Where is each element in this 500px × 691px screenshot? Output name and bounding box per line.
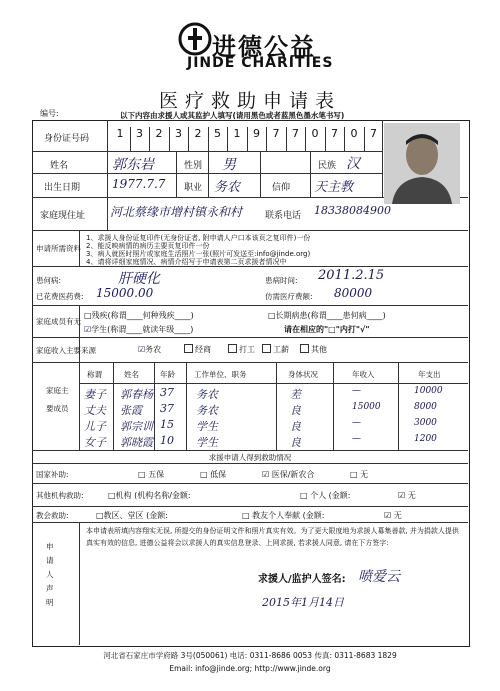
member-cell: 务农: [196, 388, 218, 401]
member-cell: 儿子: [84, 420, 106, 433]
occupation-value: 务农: [214, 180, 241, 195]
signature-label: 求援人/监护人签名:: [258, 574, 346, 585]
member-cell: 1200: [414, 434, 437, 444]
church-aid-none[interactable]: ☑ 无: [384, 511, 402, 520]
name-label: 姓名: [50, 161, 69, 171]
id-digit: 3: [175, 127, 182, 140]
estimate-label: 仿需医疗费额:: [265, 292, 313, 301]
col-header-expense: 年支出: [418, 370, 441, 379]
signature-value: 喷爱云: [358, 569, 400, 585]
student-option[interactable]: [84, 324, 193, 335]
income-option-label: 其他: [311, 345, 327, 354]
member-cell: 学生: [196, 420, 218, 433]
income-option-other[interactable]: [300, 344, 327, 355]
member-cell: 郭春杨: [120, 388, 153, 401]
logo-icon: [178, 22, 212, 56]
id-digit: 0: [350, 127, 358, 140]
member-cell: 差: [290, 388, 301, 401]
id-digit: 2: [155, 127, 163, 140]
org-aid-option[interactable]: □机构 (机构名称/金额:: [108, 491, 191, 500]
state-aid-label: 国家补助:: [36, 470, 69, 479]
income-option-farming[interactable]: [138, 344, 161, 355]
spent-value: 15000.00: [96, 286, 154, 300]
student-option-text: 学生(称谓____就读年级____): [91, 325, 194, 334]
longterm-illness-option[interactable]: □长期病患(称谓____患何病____): [268, 311, 386, 320]
gender-value: 男: [222, 157, 236, 173]
faith-label: 信仰: [272, 183, 291, 193]
org-aid-label: 其他机构救助:: [36, 491, 84, 500]
disease-label: 患何病:: [36, 276, 62, 285]
disease-value: 肝硬化: [118, 271, 160, 287]
illness-date-label: 患病时间:: [265, 276, 298, 285]
member-cell: 3000: [414, 418, 437, 428]
income-option-labor[interactable]: [228, 344, 255, 355]
church-aid-label: 教会救助:: [36, 511, 69, 520]
address-value: 河北蔡缘市增村镇永和村: [110, 205, 243, 219]
page-title: 医疗救助申请表: [158, 90, 341, 112]
state-aid-dibao[interactable]: □ 低保: [200, 470, 227, 479]
disabled-option[interactable]: □残疾(称谓____何种残疾____): [84, 311, 194, 320]
member-cell: 丈夫: [84, 404, 106, 417]
id-digit: 1: [233, 127, 241, 140]
ethnicity-value: 汉: [346, 156, 360, 172]
member-cell: 女子: [84, 436, 106, 449]
col-header-income: 年收入: [352, 370, 375, 379]
birth-value: 1977.7.7: [112, 177, 166, 191]
id-digit: 7: [292, 127, 299, 140]
footer-address: 河北省石家庄市学府路 3号(050061) 电话: 0311-8686 0053 传真: 0311-8683 1829: [103, 651, 397, 660]
declaration-date: 2015年1月14日: [262, 596, 344, 609]
col-header-health: 身体状况: [288, 370, 318, 379]
income-source-label: 家庭收入主要来源: [36, 346, 96, 355]
id-digit: 7: [272, 127, 280, 140]
doc-item-3: 3、病人就医时照片或家庭生活照片一张(照片可发送至:info@jinde.org): [86, 250, 311, 258]
members-label: 家庭主要成员: [46, 386, 69, 413]
faith-value: 天主教: [314, 180, 354, 195]
state-aid-wubao[interactable]: □ 五保: [138, 470, 165, 479]
address-label: 家庭现住址: [40, 211, 86, 221]
id-digit: 7: [331, 127, 338, 140]
doc-item-1: 1、求援人身份证复印件(无身份证者, 附申请人户口本该页之复印件)一份: [86, 234, 311, 242]
member-cell: 良: [290, 420, 301, 433]
brand-name-en: JINDE CHARITIES: [187, 55, 334, 71]
estimate-value: 80000: [334, 286, 373, 300]
phone-label: 联系电话: [265, 211, 302, 221]
member-cell: 良: [290, 404, 301, 417]
income-option-business[interactable]: [184, 344, 211, 355]
declaration-text: 本申请表所填内容翔实无误, 所提交的身份证明文件和照片真实有效。为了更大限度地为求援人募集善款, 并为捐款人提供真实有效的信息, 进德公益将会以求援人的真实信息登录、上网求援, 若求援人同意, 请在下方签字:: [86, 527, 459, 547]
member-cell: —: [352, 434, 361, 444]
member-cell: 张霞: [120, 404, 142, 417]
person-aid-option[interactable]: □ 个人 (金额:: [300, 491, 351, 500]
applicant-photo: [384, 123, 460, 204]
required-docs-label: 申请所需资料: [36, 244, 81, 253]
member-cell: 10000: [414, 386, 443, 396]
aid-heading: 求援申请人得到救助情况: [208, 453, 292, 462]
family-status-note: 请在相应的"□"内打"√": [284, 325, 370, 334]
member-cell: 郭晓霞: [120, 436, 153, 449]
income-option-label: 务农: [145, 345, 162, 354]
id-digit: 3: [136, 127, 143, 140]
col-header-relation: 称谓: [87, 370, 102, 379]
instruction-text: 以下内容由求援人或其监护人填写(请用黑色或者蓝黑色墨水笔书写): [120, 111, 345, 120]
member-cell: 37: [160, 386, 174, 399]
member-cell: 妻子: [84, 388, 106, 401]
checkmark-icon: ☑: [84, 325, 92, 334]
state-aid-none[interactable]: □ 无: [350, 470, 369, 479]
col-header-work: 工作单位、职务: [194, 370, 247, 379]
member-cell: —: [352, 418, 361, 428]
name-value: 郭东岩: [112, 157, 154, 173]
footer-contact: Email: info@jinde.org; http://www.jinde.org: [169, 664, 331, 673]
declaration-label: 申请人声明: [46, 542, 54, 607]
brand-name-cn: 进德公益: [212, 33, 316, 61]
spent-label: 已花费医药费:: [36, 292, 84, 301]
col-header-age: 年龄: [160, 370, 175, 379]
id-digit: 1: [116, 127, 124, 140]
phone-value: 18338084900: [314, 204, 391, 217]
member-cell: 学生: [196, 436, 218, 449]
doc-item-4: 4、请将详细家庭情况、病情介绍写于申请表第二页求援者情况中: [86, 258, 287, 266]
member-cell: —: [352, 386, 361, 396]
member-cell: 8000: [414, 402, 437, 412]
member-cell: 郭宗训: [120, 420, 153, 433]
checkmark-icon: ☑: [138, 345, 146, 354]
col-header-name: 姓名: [124, 370, 139, 379]
income-option-label: 打工: [239, 345, 255, 354]
gender-label: 性别: [184, 161, 203, 171]
ethnicity-label: 民族: [318, 161, 337, 171]
serial-label: 编号:: [40, 109, 59, 118]
org-aid-none[interactable]: ☑ 无: [398, 491, 416, 500]
doc-item-2: 2、能反映病情的病历主要页复印件一份: [86, 242, 210, 250]
id-digit: 7: [370, 127, 377, 140]
id-digit: 2: [194, 127, 202, 140]
member-cell: 10: [160, 434, 174, 447]
member-cell: 良: [290, 436, 301, 449]
illness-date-value: 2011.2.15: [318, 268, 385, 283]
occupation-label: 职业: [184, 183, 203, 193]
income-option-salary[interactable]: [262, 344, 289, 355]
birth-label: 出生日期: [44, 183, 81, 193]
member-cell: 务农: [196, 404, 218, 417]
id-digit: 5: [214, 127, 221, 140]
income-option-label: 工薪: [273, 345, 289, 354]
income-option-label: 经商: [195, 345, 211, 354]
family-status-label: 家庭成员有无: [36, 317, 81, 326]
church-aid-option[interactable]: □教区、堂区 (金额:: [96, 511, 168, 520]
id-label: 身份证号码: [44, 134, 90, 144]
state-aid-insurance[interactable]: ☑ 医保/新农合: [262, 470, 315, 479]
friend-aid-option[interactable]: □ 教友个人奉献 (金额:: [242, 511, 325, 520]
member-cell: 15: [160, 418, 174, 431]
member-cell: 37: [160, 402, 174, 415]
id-digit: 0: [311, 127, 319, 140]
member-cell: 15000: [352, 402, 381, 412]
id-digit: 9: [253, 127, 260, 140]
